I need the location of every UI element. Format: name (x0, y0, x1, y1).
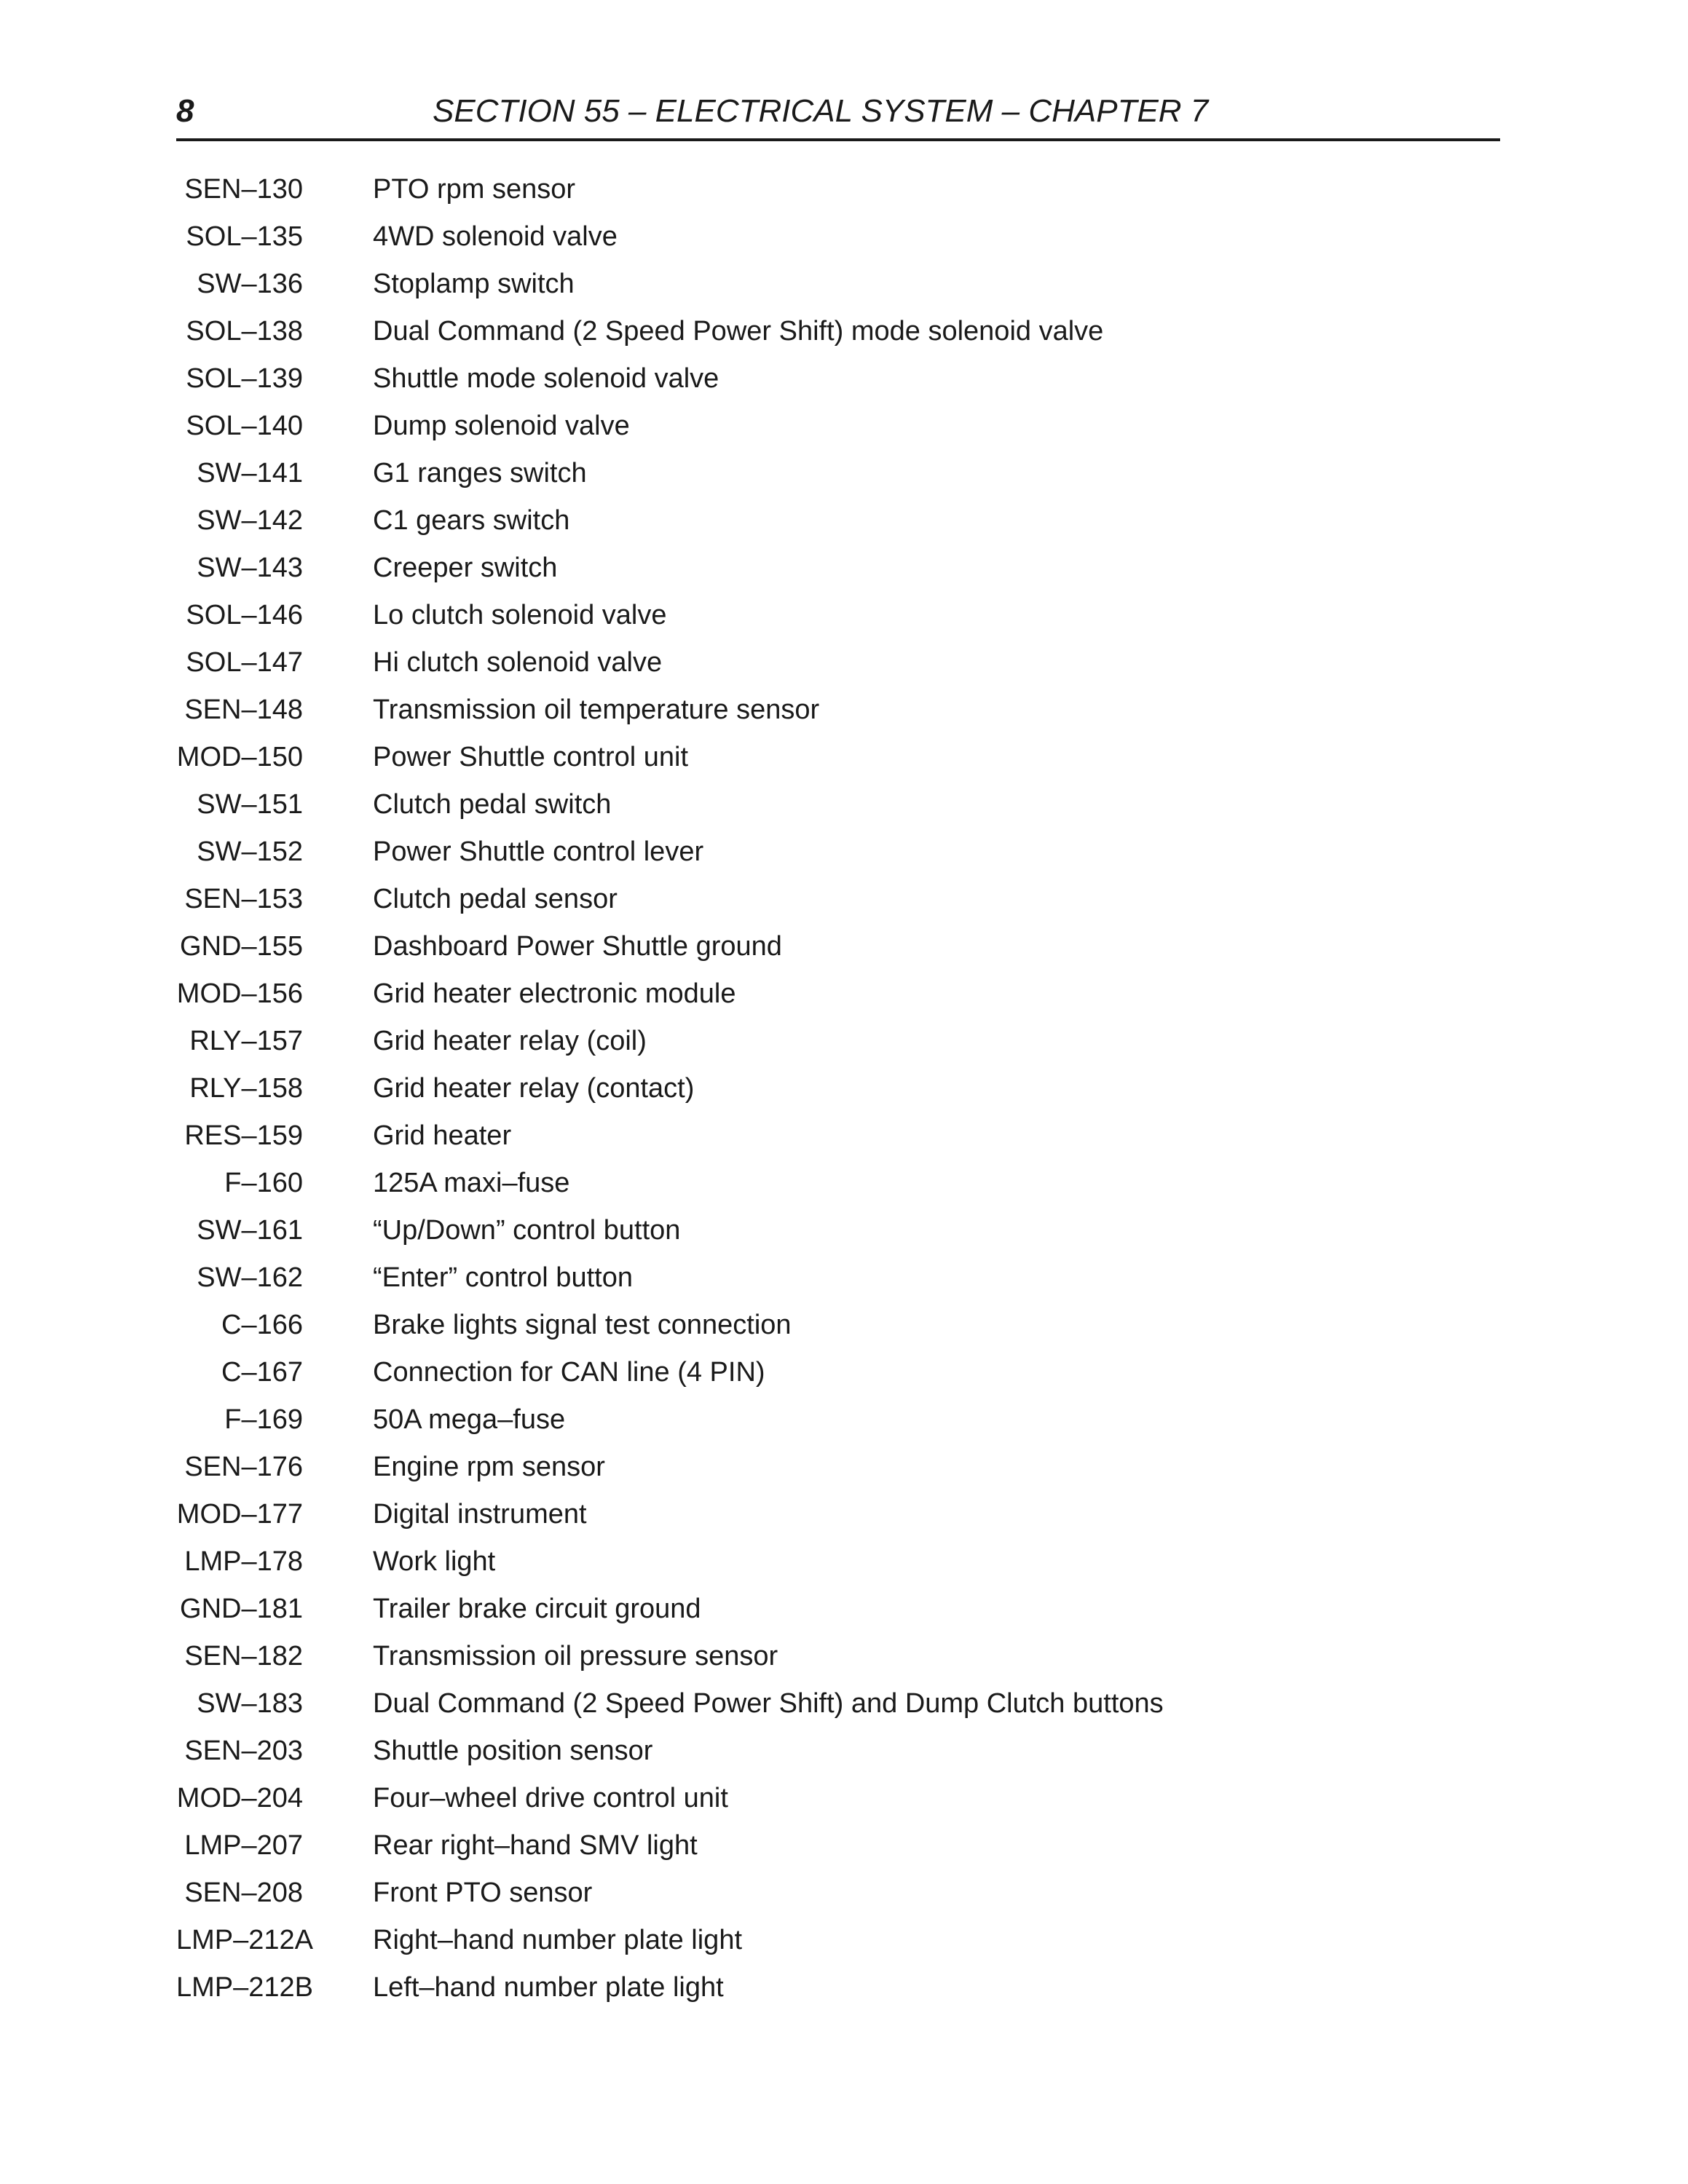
legend-row (176, 1019, 1414, 1067)
legend-row (176, 1966, 1414, 2013)
component-description: Dashboard Power Shuttle ground (373, 931, 782, 962)
legend-row (176, 1682, 1414, 1729)
component-code: SW–151 (197, 789, 303, 820)
legend-row (176, 735, 1414, 783)
component-description: Trailer brake circuit ground (373, 1594, 701, 1624)
legend-row (176, 451, 1414, 499)
component-code: SW–183 (197, 1688, 303, 1719)
component-code: SEN–130 (184, 174, 303, 205)
legend-row (176, 1634, 1414, 1682)
component-description: Connection for CAN line (4 PIN) (373, 1357, 765, 1388)
component-code: SEN–176 (184, 1452, 303, 1482)
component-description: Engine rpm sensor (373, 1452, 605, 1482)
legend-row (176, 1208, 1414, 1256)
component-code: SW–143 (197, 553, 303, 583)
component-description: Grid heater relay (coil) (373, 1026, 647, 1056)
component-code: RLY–157 (189, 1026, 303, 1056)
component-description: Digital instrument (373, 1499, 587, 1530)
legend-row (176, 215, 1414, 262)
page-number: 8 (176, 93, 194, 129)
component-description: Brake lights signal test connection (373, 1310, 792, 1340)
component-description: 125A maxi–fuse (373, 1168, 570, 1198)
component-description: Transmission oil temperature sensor (373, 695, 820, 725)
component-description: Grid heater electronic module (373, 978, 736, 1009)
component-code: MOD–177 (176, 1499, 303, 1530)
legend-row (176, 1114, 1414, 1161)
legend-row (176, 1445, 1414, 1492)
component-code: LMP–212A (176, 1925, 314, 1955)
legend-row (176, 309, 1414, 357)
component-code: SEN–153 (184, 884, 303, 914)
component-code: SOL–139 (186, 363, 303, 394)
component-description: Hi clutch solenoid valve (373, 647, 663, 678)
component-code: SW–152 (197, 836, 303, 867)
legend-row (176, 593, 1414, 641)
component-description: Left–hand number plate light (373, 1972, 724, 2003)
component-code: SEN–148 (184, 695, 303, 725)
component-code: SOL–146 (186, 600, 303, 630)
legend-row (176, 688, 1414, 735)
component-legend-list (176, 167, 1414, 2013)
component-code: SEN–182 (184, 1641, 303, 1671)
legend-row (176, 1398, 1414, 1445)
legend-row (176, 783, 1414, 830)
component-code: RLY–158 (189, 1073, 303, 1104)
legend-row (176, 1256, 1414, 1303)
legend-row (176, 167, 1414, 215)
component-code: C–166 (221, 1310, 303, 1340)
component-code: LMP–207 (184, 1830, 303, 1861)
component-description: Clutch pedal switch (373, 789, 612, 820)
component-description: Front PTO sensor (373, 1878, 593, 1908)
legend-row (176, 262, 1414, 309)
page-header (176, 89, 1500, 141)
component-code: F–160 (224, 1168, 303, 1198)
legend-row (176, 1350, 1414, 1398)
legend-row (176, 1161, 1414, 1208)
component-code: MOD–204 (176, 1783, 303, 1813)
component-description: Clutch pedal sensor (373, 884, 618, 914)
component-description: Dual Command (2 Speed Power Shift) and Dump Clutch buttons (373, 1688, 1164, 1719)
legend-row (176, 641, 1414, 688)
component-description: Lo clutch solenoid valve (373, 600, 667, 630)
component-code: SW–141 (197, 458, 303, 488)
component-description: Work light (373, 1546, 496, 1577)
component-code: SEN–203 (184, 1736, 303, 1766)
component-code: SW–142 (197, 505, 303, 536)
component-code: MOD–156 (176, 978, 303, 1009)
component-description: Four–wheel drive control unit (373, 1783, 728, 1813)
component-description: Creeper switch (373, 553, 558, 583)
component-description: C1 gears switch (373, 505, 570, 536)
component-code: SEN–208 (184, 1878, 303, 1908)
legend-row (176, 1067, 1414, 1114)
legend-row (176, 925, 1414, 972)
legend-row (176, 1918, 1414, 1966)
component-code: F–169 (224, 1404, 303, 1435)
component-description: G1 ranges switch (373, 458, 587, 488)
component-description: PTO rpm sensor (373, 174, 576, 205)
legend-row (176, 1776, 1414, 1824)
component-description: Stoplamp switch (373, 269, 575, 299)
legend-row (176, 1871, 1414, 1918)
component-code: SOL–135 (186, 221, 303, 252)
component-description: Shuttle position sensor (373, 1736, 653, 1766)
component-description: “Enter” control button (373, 1262, 633, 1293)
component-code: SW–162 (197, 1262, 303, 1293)
component-description: 4WD solenoid valve (373, 221, 618, 252)
legend-row (176, 1729, 1414, 1776)
legend-row (176, 1824, 1414, 1871)
component-description: Grid heater relay (contact) (373, 1073, 695, 1104)
component-code: GND–155 (180, 931, 303, 962)
legend-row (176, 1540, 1414, 1587)
component-code: SOL–138 (186, 316, 303, 347)
legend-row (176, 1303, 1414, 1350)
page-title: SECTION 55 – ELECTRICAL SYSTEM – CHAPTER 7 (433, 93, 1209, 129)
component-description: Dual Command (2 Speed Power Shift) mode solenoid valve (373, 316, 1104, 347)
component-description: Grid heater (373, 1120, 512, 1151)
component-description: “Up/Down” control button (373, 1215, 681, 1246)
component-description: Rear right–hand SMV light (373, 1830, 698, 1861)
legend-row (176, 830, 1414, 877)
component-code: SOL–140 (186, 411, 303, 441)
component-code: LMP–212B (176, 1972, 314, 2003)
component-description: Shuttle mode solenoid valve (373, 363, 719, 394)
component-code: SW–136 (197, 269, 303, 299)
component-description: Power Shuttle control lever (373, 836, 704, 867)
component-description: Dump solenoid valve (373, 411, 630, 441)
component-code: GND–181 (180, 1594, 303, 1624)
component-code: RES–159 (184, 1120, 303, 1151)
legend-row (176, 1587, 1414, 1634)
component-code: MOD–150 (176, 742, 303, 772)
legend-row (176, 357, 1414, 404)
legend-row (176, 499, 1414, 546)
component-code: SW–161 (197, 1215, 303, 1246)
component-code: SOL–147 (186, 647, 303, 678)
component-description: Transmission oil pressure sensor (373, 1641, 778, 1671)
legend-row (176, 1492, 1414, 1540)
component-code: LMP–178 (184, 1546, 303, 1577)
component-description: Right–hand number plate light (373, 1925, 743, 1955)
legend-row (176, 877, 1414, 925)
component-description: 50A mega–fuse (373, 1404, 566, 1435)
component-code: C–167 (221, 1357, 303, 1388)
component-description: Power Shuttle control unit (373, 742, 689, 772)
legend-row (176, 546, 1414, 593)
legend-row (176, 972, 1414, 1019)
legend-row (176, 404, 1414, 451)
